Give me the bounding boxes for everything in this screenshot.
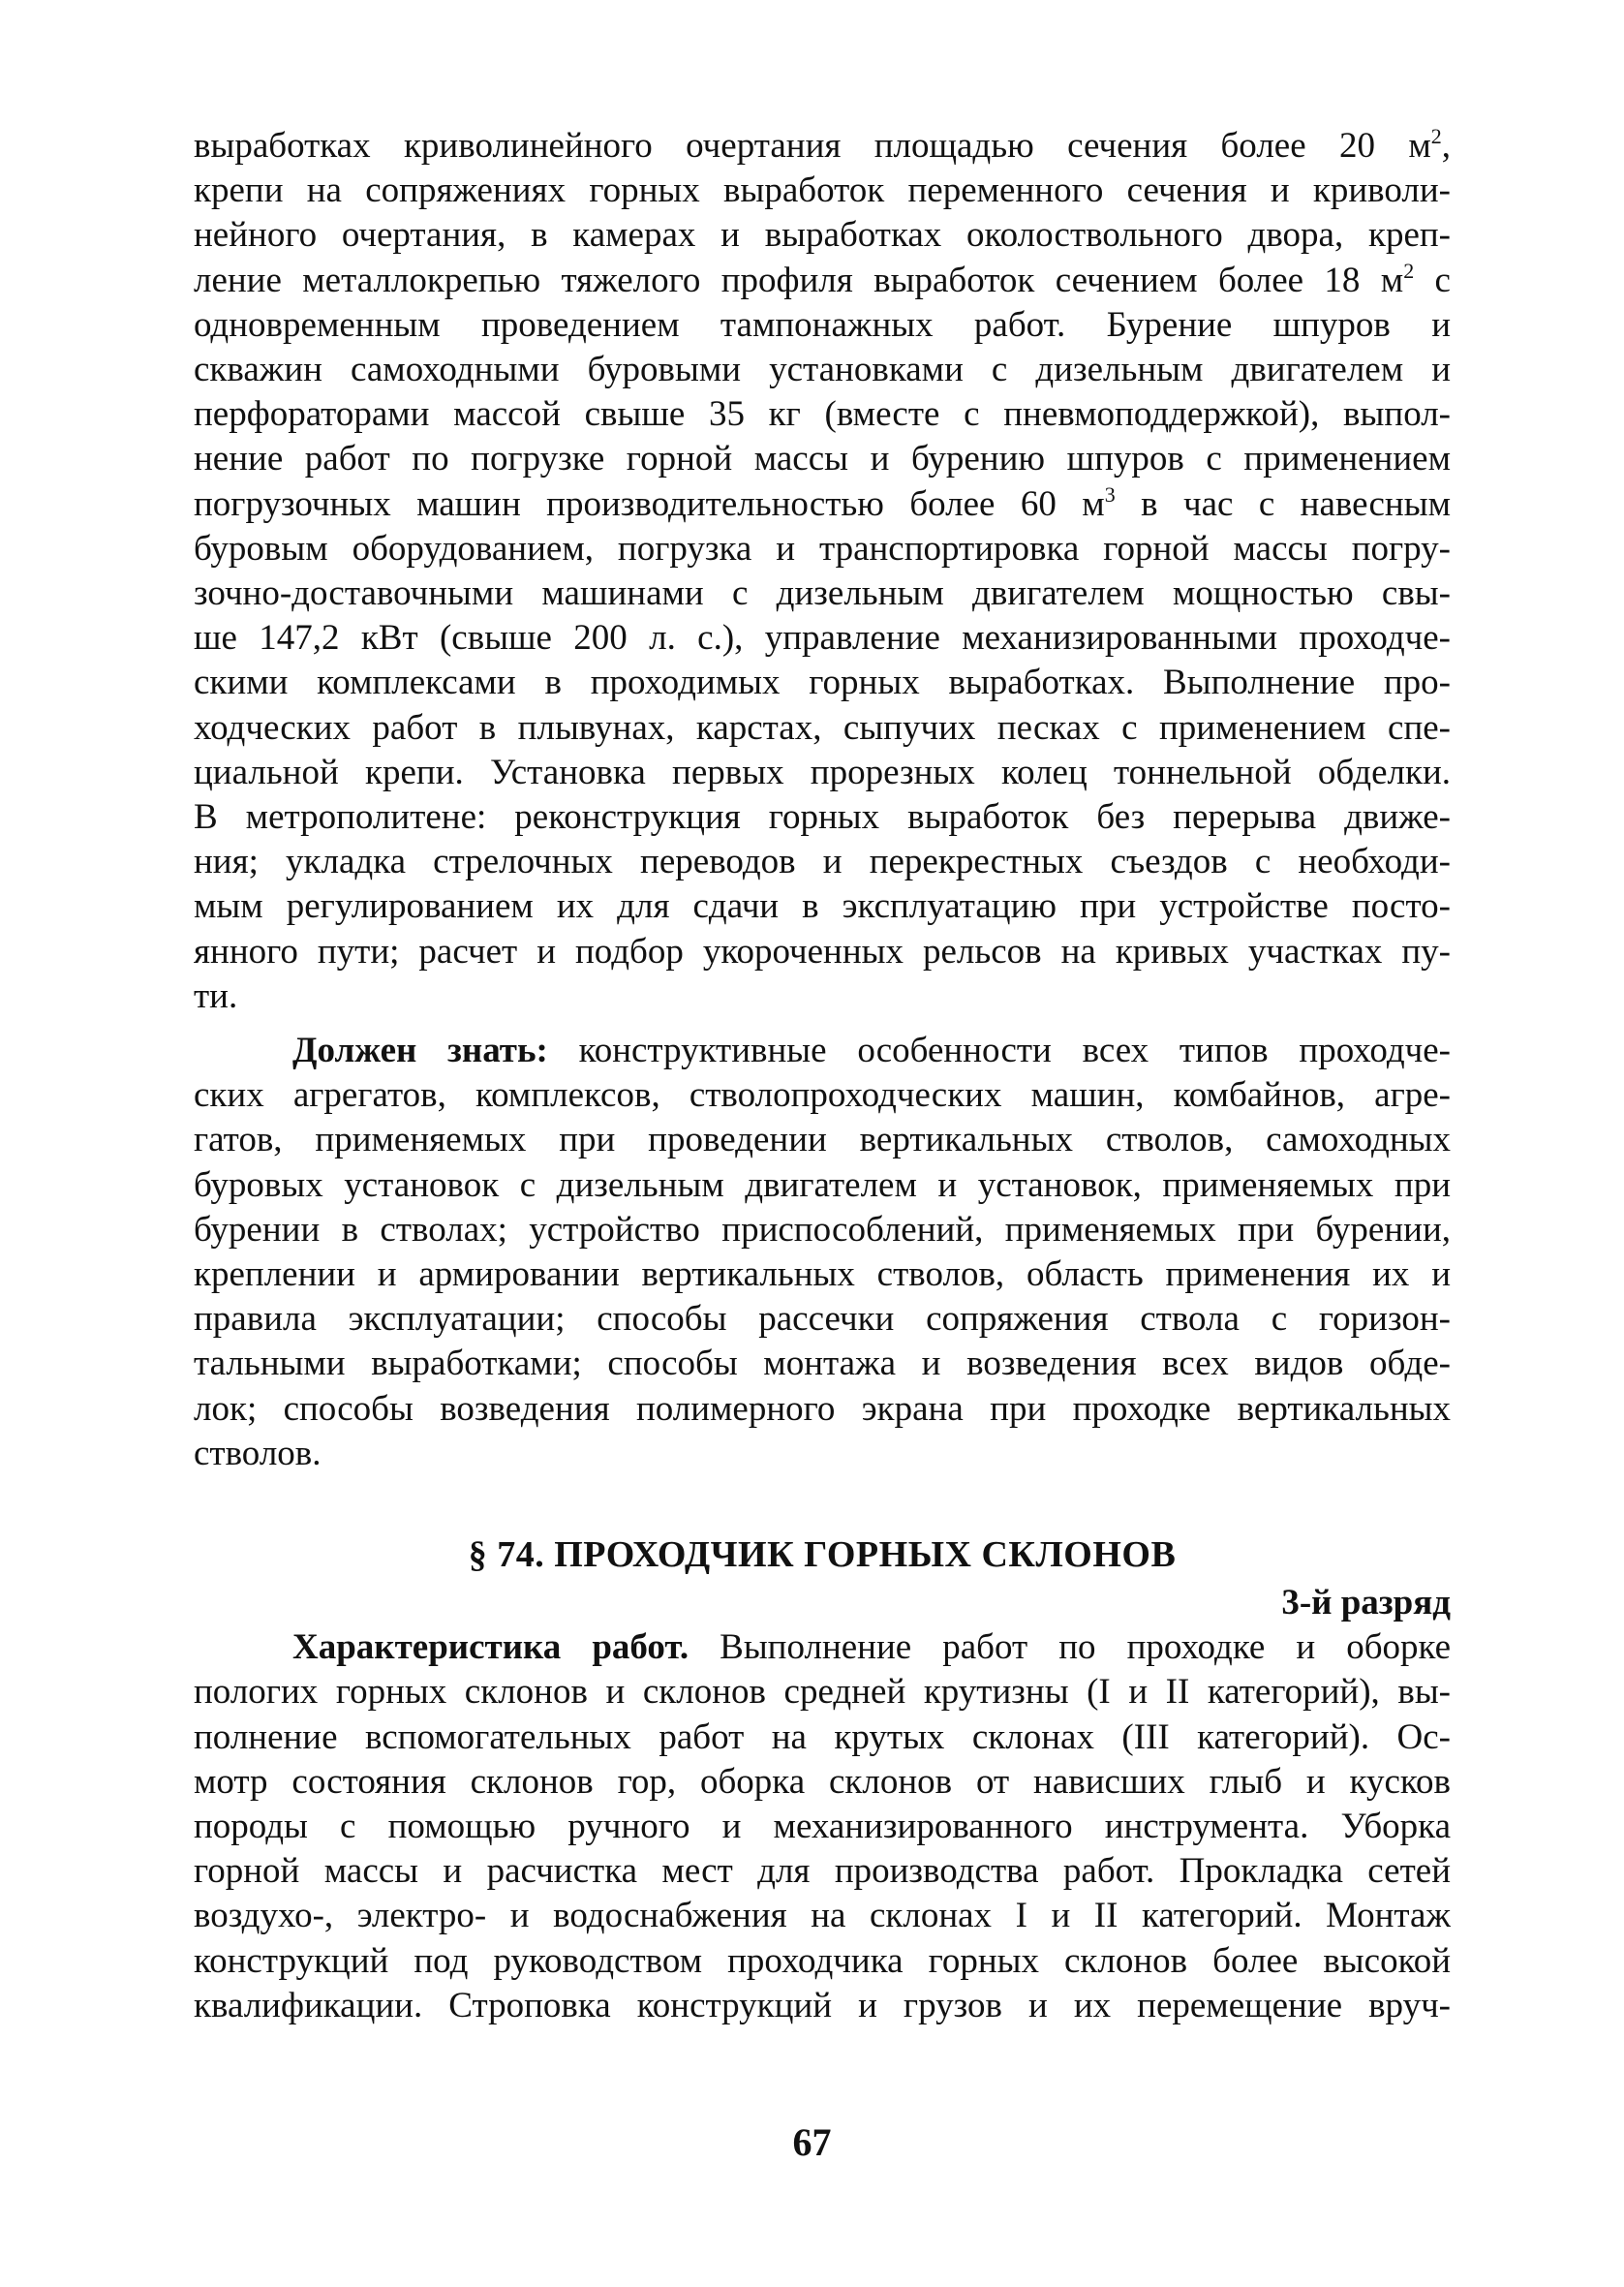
text-line — [194, 1029, 1451, 1073]
text-line: лок; способы возведения полимерного экрана при проходке вертикальных — [194, 1388, 1451, 1429]
lead-continuation: Выполнение работ по проходке и оборке — [689, 1627, 1452, 1668]
text-line: пологих горных склонов и склонов средней крутизны (I и II категорий), вы- — [194, 1672, 1451, 1713]
text-line: скими комплексами в проходимых горных выработках. Выполнение про- — [194, 663, 1451, 703]
text-line: квалификации. Строповка конструкций и грузов и их перемещение вруч- — [194, 1985, 1451, 2025]
text-line: нейного очертания, в камерах и выработках околоствольного двора, креп- — [194, 215, 1451, 256]
text-line: перфораторами массой свыше 35 кг (вместе с пневмоподдержкой), выпол- — [194, 394, 1451, 435]
text-line: стволов. — [194, 1433, 322, 1473]
text-line: бурении в стволах; устройство приспособлений, применяемых при бурении, — [194, 1209, 1451, 1250]
page-body — [194, 124, 1451, 2028]
text-line: ния; укладка стрелочных переводов и перекрестных съездов с необходи- — [194, 842, 1451, 882]
page-number: 67 — [792, 2120, 832, 2164]
text-line: гатов, применяемых при проведении вертикальных стволов, самоходных — [194, 1120, 1451, 1160]
text-line: нение работ по погрузке горной массы и бурению шпуров с применением — [194, 439, 1451, 479]
text-line: воздухо-, электро- и водоснабжения на склонах I и II категорий. Монтаж — [194, 1896, 1451, 1936]
text-line: буровым оборудованием, погрузка и транспортировка горной массы погру- — [194, 528, 1451, 569]
text-line: породы с помощью ручного и механизированного инструмента. Уборка — [194, 1806, 1451, 1846]
section-heading: § 74. ПРОХОДЧИК ГОРНЫХ СКЛОНОВ — [468, 1534, 1177, 1576]
text-line: зочно-доставочными машинами с дизельным двигателем мощностью свы- — [194, 573, 1451, 614]
text-line: ходческих работ в плывунах, карстах, сыпучих песках с применением спе- — [194, 707, 1451, 748]
text-line: одновременным проведением тампонажных работ. Бурение шпуров и — [194, 304, 1451, 345]
text-line: В метрополитене: реконструкция горных выработок без перерыва движе- — [194, 797, 1451, 838]
paragraph-1 — [194, 124, 1451, 1019]
text-line: ление металлокрепью тяжелого профиля выработок сечением более 18 $м^2$ с — [194, 258, 1451, 300]
text-line: выработках криволинейного очертания площадью сечения более 20 $м^2$, — [194, 124, 1451, 166]
text-line: буровых установок с дизельным двигателем и установок, применяемых при — [194, 1164, 1451, 1205]
text-line: циальной крепи. Установка первых прорезных колец тоннельной обделки. — [194, 752, 1451, 792]
superscript-mark: 2 — [1430, 124, 1442, 148]
text-line: горной массы и расчистка мест для производства работ. Прокладка сетей — [194, 1851, 1451, 1892]
text-line: скважин самоходными буровыми установками с дизельным двигателем и — [194, 350, 1451, 390]
superscript-mark: 3 — [1104, 481, 1116, 507]
text-line — [194, 1625, 1451, 1670]
text-line: полнение вспомогательных работ на крутых склонах (III категорий). Ос- — [194, 1716, 1451, 1757]
text-line: ше 147,2 кВт (свыше 200 л. с.), управление механизированными проходче- — [194, 618, 1451, 659]
paragraph-3 — [194, 1625, 1451, 2028]
lead-continuation: конструктивные особенности всех типов проходче- — [547, 1031, 1451, 1071]
text-line: правила эксплуатации; способы рассечки сопряжения ствола с горизон- — [194, 1299, 1451, 1340]
paragraph-2 — [194, 1029, 1451, 1476]
text-line: погрузочных машин производительностью более 60 $м^3$ в час с навесным — [194, 481, 1451, 524]
section-grade: 3-й разряд — [1281, 1583, 1451, 1623]
lead-label: Должен знать: — [292, 1031, 548, 1071]
superscript-mark: 2 — [1403, 258, 1415, 283]
text-line: крепи на сопряжениях горных выработок переменного сечения и криволи- — [194, 170, 1451, 211]
text-line: ти. — [194, 975, 238, 1016]
text-line: мотр состояния склонов гор, оборка склонов от нависших глыб и кусков — [194, 1761, 1451, 1802]
text-line: тальными выработками; способы монтажа и возведения всех видов обде- — [194, 1344, 1451, 1384]
lead-label: Характеристика работ. — [292, 1627, 689, 1668]
text-line: креплении и армировании вертикальных стволов, область применения их и — [194, 1254, 1451, 1295]
text-line: янного пути; расчет и подбор укороченных рельсов на кривых участках пу- — [194, 931, 1451, 972]
text-line: ских агрегатов, комплексов, стволопроходческих машин, комбайнов, агре- — [194, 1075, 1451, 1116]
text-line: конструкций под руководством проходчика горных склонов более высокой — [194, 1940, 1451, 1981]
text-line: мым регулированием их для сдачи в эксплуатацию при устройстве посто- — [194, 886, 1451, 927]
